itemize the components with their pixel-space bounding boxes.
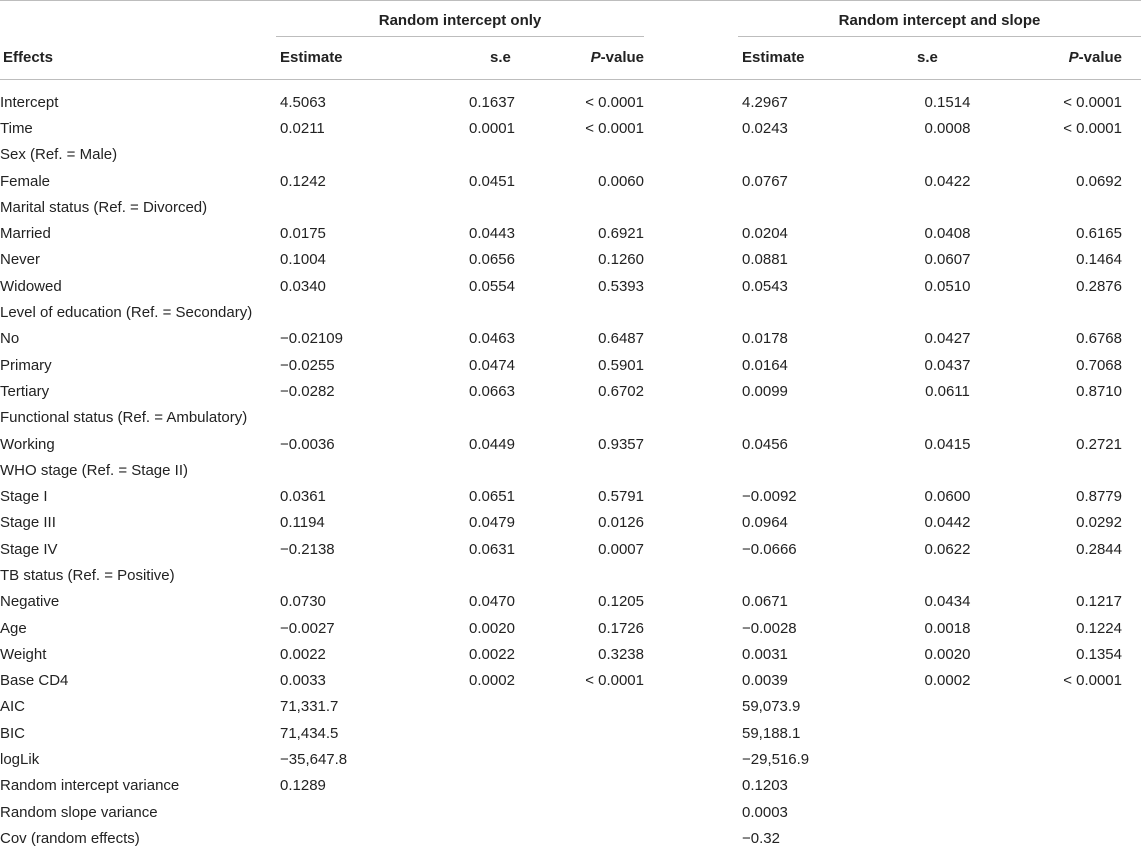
cell-pvalue-1 bbox=[553, 142, 644, 168]
row-label: Widowed bbox=[0, 277, 62, 295]
row-label: Female bbox=[0, 172, 51, 190]
column-gap bbox=[644, 273, 738, 299]
cell-pvalue-2 bbox=[1011, 773, 1141, 799]
cell-se-2: 0.0408 bbox=[924, 225, 971, 243]
cell-estimate-1: −35,647.8 bbox=[280, 751, 348, 769]
cell-pvalue-1: 0.6702 bbox=[598, 382, 644, 400]
row-label: Never bbox=[0, 251, 41, 269]
row-label: Stage IV bbox=[0, 540, 58, 558]
row-label: AIC bbox=[0, 698, 26, 716]
cell-estimate-2 bbox=[738, 457, 884, 483]
cell-se-1: 0.0022 bbox=[469, 645, 515, 663]
cell-estimate-1: 4.5063 bbox=[280, 93, 326, 111]
column-gap bbox=[644, 720, 738, 746]
cell-se-1: 0.0449 bbox=[469, 435, 515, 453]
cell-pvalue-2: < 0.0001 bbox=[1063, 119, 1122, 137]
column-gap bbox=[644, 431, 738, 457]
table-row bbox=[0, 431, 1141, 457]
table-row bbox=[0, 483, 1141, 509]
cell-estimate-1: 0.1004 bbox=[280, 251, 326, 269]
column-gap bbox=[644, 615, 738, 641]
cell-estimate-1: 71,434.5 bbox=[280, 724, 339, 742]
cell-pvalue-2 bbox=[1011, 142, 1141, 168]
cell-se-1 bbox=[431, 746, 553, 772]
cell-estimate-1: 0.0361 bbox=[280, 488, 326, 506]
col-header-estimate-1: Estimate bbox=[280, 49, 343, 66]
row-label: Intercept bbox=[0, 93, 59, 111]
row-label: Weight bbox=[0, 645, 47, 663]
cell-se-2: 0.0437 bbox=[924, 356, 971, 374]
cell-se-2 bbox=[884, 562, 1011, 588]
cell-se-2: 0.0607 bbox=[924, 251, 971, 269]
column-gap bbox=[644, 641, 738, 667]
results-table bbox=[0, 89, 1141, 852]
column-gap bbox=[644, 89, 738, 115]
cell-se-1 bbox=[431, 825, 553, 851]
cell-se-2 bbox=[884, 457, 1011, 483]
column-gap bbox=[644, 326, 738, 352]
table-row bbox=[0, 720, 1141, 746]
cell-estimate-1: 0.0033 bbox=[280, 672, 326, 690]
cell-estimate-1: 0.1194 bbox=[280, 514, 325, 532]
cell-se-2 bbox=[884, 746, 1011, 772]
row-label: Primary bbox=[0, 356, 52, 374]
row-label: Functional status (Ref. = Ambulatory) bbox=[0, 409, 248, 427]
cell-se-2 bbox=[884, 694, 1011, 720]
cell-pvalue-2 bbox=[1011, 194, 1141, 220]
col-header-se-1: s.e bbox=[490, 49, 511, 66]
cell-se-2: 0.0611 bbox=[925, 382, 970, 400]
table-row bbox=[0, 405, 1141, 431]
table-row bbox=[0, 773, 1141, 799]
cell-pvalue-2 bbox=[1011, 562, 1141, 588]
cell-pvalue-1: 0.1205 bbox=[598, 593, 644, 611]
column-gap bbox=[644, 483, 738, 509]
group-rule-2 bbox=[738, 36, 1141, 37]
cell-pvalue-2: 0.0292 bbox=[1076, 514, 1122, 532]
cell-se-1: 0.0631 bbox=[469, 540, 515, 558]
cell-pvalue-2: 0.1224 bbox=[1076, 619, 1122, 637]
cell-estimate-1: −0.0255 bbox=[280, 356, 335, 374]
column-gap bbox=[644, 825, 738, 851]
cell-estimate-2: 0.0671 bbox=[742, 593, 788, 611]
column-gap bbox=[644, 773, 738, 799]
cell-pvalue-2: 0.7068 bbox=[1076, 356, 1122, 374]
cell-se-1: 0.0463 bbox=[469, 330, 515, 348]
table-row bbox=[0, 168, 1141, 194]
row-label: Random slope variance bbox=[0, 803, 158, 821]
row-label: Negative bbox=[0, 593, 60, 611]
cell-pvalue-1: 0.6487 bbox=[598, 330, 644, 348]
cell-pvalue-1 bbox=[553, 405, 644, 431]
table-row bbox=[0, 352, 1141, 378]
cell-se-2: 0.0442 bbox=[924, 514, 971, 532]
group-rule-1 bbox=[276, 36, 644, 37]
group-header-random-intercept-slope: Random intercept and slope bbox=[838, 12, 1041, 29]
cell-se-2 bbox=[884, 773, 1011, 799]
row-label: Marital status (Ref. = Divorced) bbox=[0, 198, 208, 216]
cell-pvalue-1: 0.1260 bbox=[598, 251, 644, 269]
cell-pvalue-1 bbox=[553, 746, 644, 772]
cell-se-1 bbox=[431, 405, 553, 431]
table-row bbox=[0, 220, 1141, 246]
cell-pvalue-1 bbox=[553, 194, 644, 220]
cell-se-1: 0.0020 bbox=[469, 619, 515, 637]
row-label: Random intercept variance bbox=[0, 777, 180, 795]
column-gap bbox=[644, 536, 738, 562]
cell-se-2: 0.0415 bbox=[924, 435, 971, 453]
table-row bbox=[0, 378, 1141, 404]
cell-se-1 bbox=[431, 142, 553, 168]
row-label: Stage III bbox=[0, 514, 56, 532]
column-gap bbox=[644, 247, 738, 273]
cell-estimate-2: 0.0003 bbox=[742, 803, 788, 821]
cell-estimate-2 bbox=[738, 142, 884, 168]
cell-estimate-2: 0.0767 bbox=[742, 172, 788, 190]
cell-estimate-2 bbox=[738, 405, 884, 431]
cell-pvalue-2: 0.0692 bbox=[1076, 172, 1122, 190]
cell-se-2: 0.0600 bbox=[924, 488, 971, 506]
column-gap bbox=[644, 694, 738, 720]
table-row bbox=[0, 694, 1141, 720]
cell-estimate-2: 0.0964 bbox=[742, 514, 788, 532]
column-gap bbox=[644, 510, 738, 536]
cell-se-1 bbox=[431, 799, 553, 825]
cell-estimate-2: −0.0028 bbox=[742, 619, 797, 637]
cell-estimate-1 bbox=[276, 405, 431, 431]
row-label: Sex (Ref. = Male) bbox=[0, 146, 118, 164]
cell-estimate-1: −0.0282 bbox=[280, 382, 335, 400]
column-gap bbox=[644, 799, 738, 825]
column-gap bbox=[644, 115, 738, 141]
row-label: Cov (random effects) bbox=[0, 829, 140, 847]
column-gap bbox=[644, 746, 738, 772]
cell-se-1: 0.0470 bbox=[469, 593, 515, 611]
table-row bbox=[0, 536, 1141, 562]
row-label: logLik bbox=[0, 751, 40, 769]
row-label: Base CD4 bbox=[0, 672, 69, 690]
row-label: Level of education (Ref. = Secondary) bbox=[0, 304, 253, 322]
cell-estimate-2: 0.0039 bbox=[742, 672, 788, 690]
cell-estimate-2: 0.0204 bbox=[742, 225, 788, 243]
column-gap bbox=[644, 194, 738, 220]
cell-estimate-1 bbox=[276, 799, 431, 825]
cell-se-1: 0.1637 bbox=[469, 93, 515, 111]
cell-pvalue-2 bbox=[1011, 457, 1141, 483]
cell-se-1: 0.0651 bbox=[469, 488, 515, 506]
table-row bbox=[0, 142, 1141, 168]
row-label: Time bbox=[0, 119, 33, 137]
cell-estimate-1: −0.02109 bbox=[280, 330, 343, 348]
cell-pvalue-1: 0.0060 bbox=[598, 172, 644, 190]
cell-pvalue-2: 0.8710 bbox=[1076, 382, 1122, 400]
cell-pvalue-1: 0.6921 bbox=[598, 225, 644, 243]
cell-pvalue-2 bbox=[1011, 694, 1141, 720]
cell-estimate-2: 59,188.1 bbox=[742, 724, 801, 742]
column-gap bbox=[644, 405, 738, 431]
cell-estimate-2: 0.0543 bbox=[742, 277, 788, 295]
column-gap bbox=[644, 220, 738, 246]
column-gap bbox=[644, 562, 738, 588]
p-italic: P bbox=[590, 49, 601, 66]
cell-estimate-1: 0.0340 bbox=[280, 277, 326, 295]
cell-pvalue-2 bbox=[1011, 746, 1141, 772]
cell-estimate-2 bbox=[738, 194, 884, 220]
cell-pvalue-2: 0.1464 bbox=[1076, 251, 1122, 269]
cell-se-2: 0.0434 bbox=[924, 593, 971, 611]
cell-pvalue-2: 0.6165 bbox=[1076, 225, 1122, 243]
cell-se-2 bbox=[884, 194, 1011, 220]
column-gap bbox=[644, 457, 738, 483]
group-header-random-intercept: Random intercept only bbox=[378, 12, 542, 29]
cell-pvalue-1 bbox=[553, 562, 644, 588]
cell-estimate-2 bbox=[738, 562, 884, 588]
table-row bbox=[0, 247, 1141, 273]
cell-estimate-2: 0.0178 bbox=[742, 330, 788, 348]
cell-estimate-2: 0.1203 bbox=[742, 777, 788, 795]
cell-estimate-2: −29,516.9 bbox=[742, 751, 810, 769]
cell-estimate-2: 0.0456 bbox=[742, 435, 788, 453]
cell-pvalue-1: 0.0007 bbox=[598, 540, 644, 558]
table-row bbox=[0, 510, 1141, 536]
cell-estimate-1: 0.0175 bbox=[280, 225, 326, 243]
cell-estimate-2: 0.0099 bbox=[742, 382, 788, 400]
cell-se-1: 0.0001 bbox=[469, 119, 515, 137]
table-row bbox=[0, 746, 1141, 772]
cell-estimate-1: −0.0036 bbox=[280, 435, 335, 453]
row-label: Age bbox=[0, 619, 27, 637]
cell-se-2: 0.0622 bbox=[924, 540, 971, 558]
p-italic: P bbox=[1068, 49, 1079, 66]
cell-estimate-2: 59,073.9 bbox=[742, 698, 801, 716]
cell-pvalue-1: 0.3238 bbox=[598, 645, 644, 663]
table-row bbox=[0, 562, 1141, 588]
cell-pvalue-1 bbox=[553, 825, 644, 851]
cell-pvalue-1: < 0.0001 bbox=[585, 93, 644, 111]
cell-pvalue-2: < 0.0001 bbox=[1063, 93, 1122, 111]
cell-estimate-1: −0.2138 bbox=[280, 540, 335, 558]
cell-pvalue-1: < 0.0001 bbox=[585, 119, 644, 137]
cell-estimate-1 bbox=[276, 194, 431, 220]
cell-se-2: 0.0018 bbox=[924, 619, 971, 637]
cell-pvalue-1 bbox=[553, 694, 644, 720]
table-row bbox=[0, 457, 1141, 483]
cell-se-1: 0.0656 bbox=[469, 251, 515, 269]
cell-pvalue-2 bbox=[1011, 405, 1141, 431]
cell-se-1: 0.0554 bbox=[469, 277, 515, 295]
table-row bbox=[0, 615, 1141, 641]
table-row bbox=[0, 89, 1141, 115]
row-label: WHO stage (Ref. = Stage II) bbox=[0, 461, 188, 479]
cell-se-1 bbox=[431, 457, 553, 483]
table-row bbox=[0, 299, 1141, 325]
cell-pvalue-1 bbox=[553, 773, 644, 799]
cell-se-2: 0.0422 bbox=[924, 172, 971, 190]
header-rule bbox=[0, 79, 1141, 80]
cell-se-2 bbox=[884, 405, 1011, 431]
cell-se-2 bbox=[884, 720, 1011, 746]
cell-se-2: 0.0002 bbox=[924, 672, 971, 690]
col-header-se-2: s.e bbox=[917, 49, 938, 66]
column-gap bbox=[644, 589, 738, 615]
cell-pvalue-2: 0.6768 bbox=[1076, 330, 1122, 348]
cell-pvalue-1: 0.5901 bbox=[598, 356, 644, 374]
cell-se-1: 0.0663 bbox=[469, 382, 515, 400]
cell-pvalue-1: 0.5393 bbox=[598, 277, 644, 295]
cell-se-1 bbox=[431, 773, 553, 799]
cell-pvalue-1 bbox=[553, 799, 644, 825]
table-row bbox=[0, 273, 1141, 299]
table-row bbox=[0, 825, 1141, 851]
cell-pvalue-2: 0.2844 bbox=[1076, 540, 1122, 558]
cell-se-2 bbox=[884, 299, 1011, 325]
cell-se-1: 0.0479 bbox=[469, 514, 515, 532]
cell-estimate-2: 0.0881 bbox=[742, 251, 788, 269]
cell-estimate-2: 0.0031 bbox=[742, 645, 788, 663]
row-label: Working bbox=[0, 435, 55, 453]
column-gap bbox=[644, 168, 738, 194]
cell-pvalue-1 bbox=[553, 299, 644, 325]
cell-se-2 bbox=[884, 142, 1011, 168]
p-suffix: -value bbox=[600, 49, 644, 66]
row-label: No bbox=[0, 330, 20, 348]
table-row bbox=[0, 668, 1141, 694]
cell-pvalue-2 bbox=[1011, 799, 1141, 825]
cell-se-2: 0.1514 bbox=[924, 93, 971, 111]
cell-estimate-1 bbox=[276, 299, 431, 325]
cell-pvalue-2: 0.2876 bbox=[1076, 277, 1122, 295]
cell-estimate-1: 0.0730 bbox=[280, 593, 326, 611]
cell-estimate-1: −0.0027 bbox=[280, 619, 335, 637]
cell-pvalue-2 bbox=[1011, 720, 1141, 746]
cell-se-1 bbox=[431, 299, 553, 325]
cell-estimate-2 bbox=[738, 299, 884, 325]
cell-pvalue-1: 0.1726 bbox=[598, 619, 644, 637]
col-header-estimate-2: Estimate bbox=[742, 49, 805, 66]
cell-se-1 bbox=[431, 562, 553, 588]
table-row bbox=[0, 326, 1141, 352]
cell-estimate-2: 4.2967 bbox=[742, 93, 788, 111]
table-row bbox=[0, 115, 1141, 141]
cell-se-2 bbox=[884, 825, 1011, 851]
col-header-effects: Effects bbox=[3, 49, 54, 66]
cell-pvalue-1: < 0.0001 bbox=[585, 672, 644, 690]
row-label: Married bbox=[0, 225, 51, 243]
column-gap bbox=[644, 299, 738, 325]
cell-se-1 bbox=[431, 194, 553, 220]
cell-se-2: 0.0427 bbox=[924, 330, 971, 348]
cell-estimate-1 bbox=[276, 457, 431, 483]
table-row bbox=[0, 641, 1141, 667]
cell-estimate-1: 71,331.7 bbox=[280, 698, 339, 716]
table-row bbox=[0, 799, 1141, 825]
cell-se-2: 0.0020 bbox=[924, 645, 971, 663]
cell-pvalue-1: 0.9357 bbox=[598, 435, 644, 453]
cell-estimate-1: 0.1242 bbox=[280, 172, 326, 190]
cell-pvalue-2 bbox=[1011, 299, 1141, 325]
cell-se-1: 0.0443 bbox=[469, 225, 515, 243]
cell-pvalue-2: 0.1354 bbox=[1076, 645, 1122, 663]
cell-se-1 bbox=[431, 694, 553, 720]
cell-estimate-1: 0.1289 bbox=[280, 777, 326, 795]
cell-estimate-1: 0.0022 bbox=[280, 645, 326, 663]
cell-pvalue-1: 0.5791 bbox=[598, 488, 644, 506]
cell-pvalue-1 bbox=[553, 457, 644, 483]
cell-pvalue-2: 0.2721 bbox=[1076, 435, 1122, 453]
row-label: BIC bbox=[0, 724, 26, 742]
cell-pvalue-2 bbox=[1011, 825, 1141, 851]
column-gap bbox=[644, 668, 738, 694]
cell-estimate-1: 0.0211 bbox=[280, 119, 325, 137]
cell-estimate-2: −0.0666 bbox=[742, 540, 797, 558]
col-header-pvalue-2 bbox=[1030, 49, 1122, 66]
top-rule bbox=[0, 0, 1141, 1]
cell-estimate-1 bbox=[276, 825, 431, 851]
cell-se-2 bbox=[884, 799, 1011, 825]
cell-pvalue-2: 0.8779 bbox=[1076, 488, 1122, 506]
cell-estimate-2: −0.32 bbox=[742, 829, 780, 847]
table-row bbox=[0, 589, 1141, 615]
cell-estimate-1 bbox=[276, 562, 431, 588]
cell-estimate-1 bbox=[276, 142, 431, 168]
row-label: TB status (Ref. = Positive) bbox=[0, 566, 175, 584]
cell-pvalue-2: 0.1217 bbox=[1076, 593, 1122, 611]
cell-pvalue-1 bbox=[553, 720, 644, 746]
column-gap bbox=[644, 142, 738, 168]
row-label: Stage I bbox=[0, 488, 48, 506]
cell-se-2: 0.0008 bbox=[924, 119, 971, 137]
cell-se-2: 0.0510 bbox=[924, 277, 971, 295]
cell-se-1: 0.0474 bbox=[469, 356, 515, 374]
column-gap bbox=[644, 378, 738, 404]
p-suffix: -value bbox=[1078, 49, 1122, 66]
cell-se-1 bbox=[431, 720, 553, 746]
table-row bbox=[0, 194, 1141, 220]
cell-estimate-2: −0.0092 bbox=[742, 488, 797, 506]
cell-pvalue-2: < 0.0001 bbox=[1063, 672, 1122, 690]
cell-pvalue-1: 0.0126 bbox=[598, 514, 644, 532]
row-label: Tertiary bbox=[0, 382, 50, 400]
col-header-pvalue-1 bbox=[553, 49, 644, 66]
cell-estimate-2: 0.0164 bbox=[742, 356, 788, 374]
cell-se-1: 0.0451 bbox=[469, 172, 515, 190]
column-gap bbox=[644, 352, 738, 378]
cell-se-1: 0.0002 bbox=[469, 672, 515, 690]
cell-estimate-2: 0.0243 bbox=[742, 119, 788, 137]
